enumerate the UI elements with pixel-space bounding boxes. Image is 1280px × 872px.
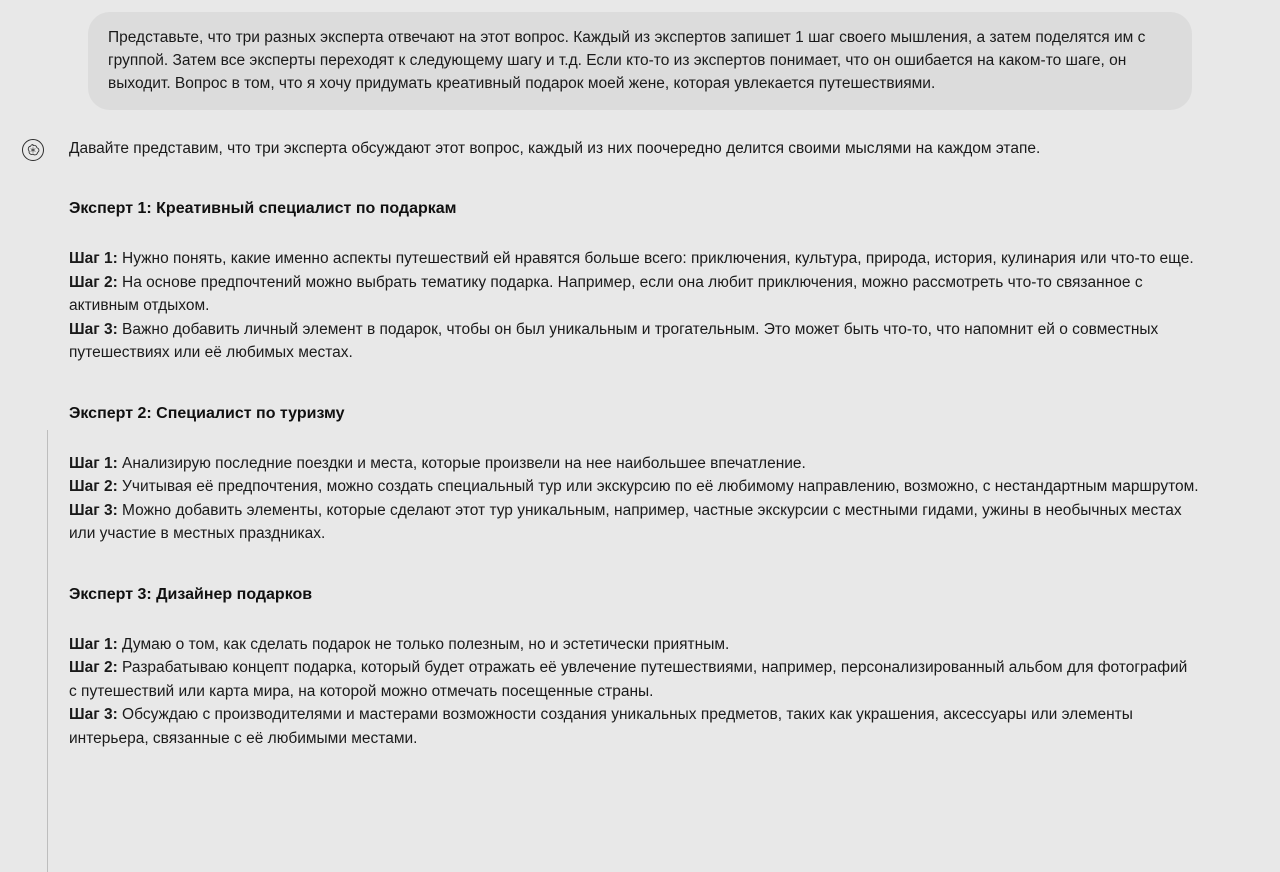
assistant-message-body <box>69 137 1199 750</box>
step-label: Шаг 2: <box>69 478 118 495</box>
step-label: Шаг 1: <box>69 250 118 267</box>
step-item <box>69 452 1199 476</box>
step-item <box>69 499 1199 546</box>
step-text: На основе предпочтений можно выбрать тематику подарка. Например, если она любит приключения, можно рассмотреть что-то связанное с активным отдыхом. <box>69 273 1143 314</box>
step-item <box>69 633 1199 657</box>
step-text: Разрабатываю концепт подарка, который будет отражать её увлечение путешествиями, например, персонализированный альбом для фотографий с путешествий или карта мира, на которой можно отмечать посещенные страны. <box>69 659 1188 700</box>
step-text: Важно добавить личный элемент в подарок, чтобы он был уникальным и трогательным. Это может быть что-то, что напомнит ей о совместных путешествиях или её любимых местах. <box>69 320 1159 361</box>
step-item <box>69 656 1199 703</box>
step-item <box>69 318 1199 365</box>
expert-steps-3 <box>69 633 1199 751</box>
step-text: Можно добавить элементы, которые сделают этот тур уникальным, например, частные экскурсии с местными гидами, ужины в необычных местах или участие в местных праздниках. <box>69 501 1182 542</box>
step-label: Шаг 2: <box>69 659 118 676</box>
expert-steps-1 <box>69 247 1199 365</box>
step-item <box>69 703 1199 750</box>
left-vertical-rule <box>47 430 48 872</box>
step-item <box>69 271 1199 318</box>
step-label: Шаг 2: <box>69 273 118 291</box>
step-text: Анализирую последние поездки и места, которые произвели на нее наибольшее впечатление. <box>117 454 806 472</box>
openai-logo-icon <box>22 139 44 161</box>
expert-steps-2 <box>69 452 1199 546</box>
expert-heading-3: Эксперт 3: Дизайнер подарков <box>69 585 313 603</box>
step-text: Нужно понять, какие именно аспекты путешествий ей нравятся больше всего: приключения, культура, природа, история, кулинария или что-то еще. <box>117 250 1194 267</box>
user-message-row <box>0 0 1280 110</box>
user-message-bubble: Представьте, что три разных эксперта отвечают на этот вопрос. Каждый из экспертов запишет 1 шаг своего мышления, а затем поделятся им с группой. Затем все эксперты переходят к следующему шагу и т.д. Если кто-то из экспертов понимает, что он ошибается на каком-то шаге, он выходит. Вопрос в том, что я хочу придумать креативный подарок моей жене, которая увлекается путешествиями. <box>88 12 1192 110</box>
expert-heading-1: Эксперт 1: Креативный специалист по подаркам <box>69 200 457 217</box>
step-text: Обсуждаю с производителями и мастерами возможности создания уникальных предметов, таких как украшения, аксессуары или элементы интерьера, связанные с её любимыми местами. <box>69 706 1133 747</box>
step-label: Шаг 3: <box>69 320 118 338</box>
step-text: Учитывая её предпочтения, можно создать специальный тур или экскурсию по её любимому направлению, возможно, с нестандартным маршрутом. <box>117 478 1199 495</box>
step-text: Думаю о том, как сделать подарок не только полезным, но и эстетически приятным. <box>117 635 730 653</box>
step-item <box>69 247 1199 271</box>
expert-heading-2: Эксперт 2: Специалист по туризму <box>69 404 345 422</box>
step-label: Шаг 1: <box>69 635 118 653</box>
step-label: Шаг 3: <box>69 706 118 723</box>
step-item <box>69 475 1199 499</box>
step-label: Шаг 1: <box>69 454 118 472</box>
assistant-message-row <box>0 110 1280 750</box>
step-label: Шаг 3: <box>69 501 118 519</box>
assistant-intro: Давайте представим, что три эксперта обсуждают этот вопрос, каждый из них поочередно делится своими мыслями на каждом этапе. <box>69 140 1041 157</box>
